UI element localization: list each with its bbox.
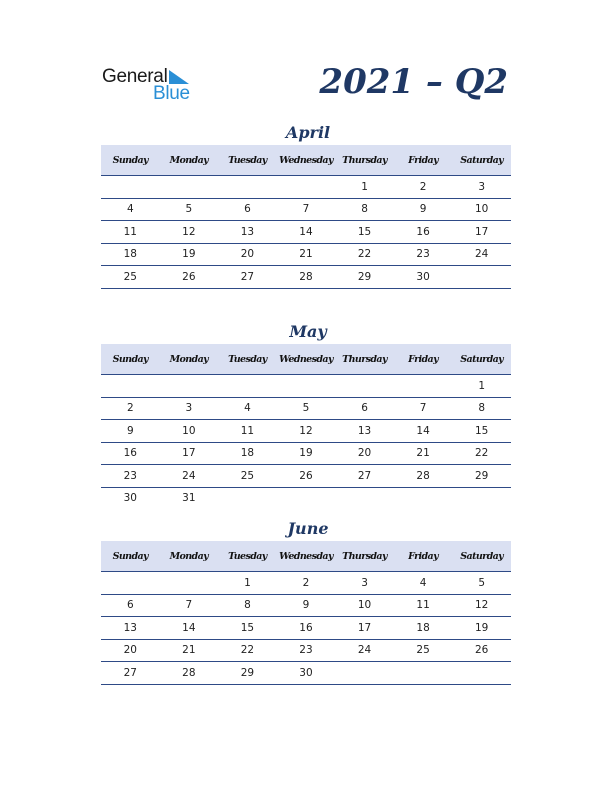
day-cell: 23 bbox=[277, 639, 336, 662]
week-row bbox=[101, 266, 511, 289]
day-cell: 27 bbox=[101, 662, 160, 685]
day-cell: 28 bbox=[160, 662, 219, 685]
week-row bbox=[101, 221, 511, 244]
month-april bbox=[101, 121, 511, 289]
weekday-header: Friday bbox=[394, 145, 453, 176]
day-cell: 15 bbox=[452, 420, 511, 443]
day-cell: 6 bbox=[335, 397, 394, 420]
page-title: 2021 – Q2 bbox=[319, 62, 508, 102]
day-cell: 26 bbox=[277, 465, 336, 488]
day-cell: 25 bbox=[394, 639, 453, 662]
day-cell: 6 bbox=[101, 594, 160, 617]
month-may bbox=[101, 320, 511, 509]
day-cell bbox=[218, 487, 277, 509]
day-cell: 22 bbox=[335, 243, 394, 266]
week-row bbox=[101, 397, 511, 420]
day-cell: 30 bbox=[277, 662, 336, 685]
day-cell: 28 bbox=[394, 465, 453, 488]
day-cell: 26 bbox=[160, 266, 219, 289]
month-june bbox=[101, 517, 511, 685]
day-cell: 24 bbox=[452, 243, 511, 266]
weekday-header: Sunday bbox=[101, 344, 160, 375]
weekday-header: Tuesday bbox=[218, 145, 277, 176]
day-cell: 1 bbox=[335, 176, 394, 199]
day-cell: 9 bbox=[277, 594, 336, 617]
day-cell bbox=[277, 487, 336, 509]
weekday-header: Tuesday bbox=[218, 541, 277, 572]
day-cell: 5 bbox=[277, 397, 336, 420]
weekday-header: Monday bbox=[160, 344, 219, 375]
day-cell: 30 bbox=[123, 492, 137, 505]
day-cell: 3 bbox=[452, 176, 511, 199]
logo-text-general: General bbox=[102, 66, 168, 87]
day-cell: 3 bbox=[160, 397, 219, 420]
day-cell: 21 bbox=[394, 442, 453, 465]
day-cell: 25 bbox=[101, 266, 160, 289]
day-cell: 21 bbox=[160, 639, 219, 662]
day-cell: 8 bbox=[218, 594, 277, 617]
day-cell bbox=[218, 176, 277, 199]
day-cell: 1 bbox=[218, 572, 277, 595]
month-name: May bbox=[289, 322, 327, 341]
day-cell: 22 bbox=[452, 442, 511, 465]
weekday-header: Wednesday bbox=[277, 145, 336, 176]
day-cell bbox=[394, 375, 453, 398]
day-cell: 12 bbox=[277, 420, 336, 443]
generalblue-logo bbox=[102, 66, 202, 106]
week-row bbox=[101, 465, 511, 488]
week-row bbox=[101, 662, 511, 685]
day-cell bbox=[452, 487, 511, 509]
day-cell: 18 bbox=[394, 617, 453, 640]
week-row bbox=[101, 639, 511, 662]
day-cell bbox=[101, 572, 160, 595]
day-cell: 2 bbox=[394, 176, 453, 199]
day-cell: 2 bbox=[277, 572, 336, 595]
day-cell: 16 bbox=[277, 617, 336, 640]
day-cell: 7 bbox=[394, 397, 453, 420]
day-cell: 11 bbox=[394, 594, 453, 617]
day-cell: 13 bbox=[218, 221, 277, 244]
calendar-body bbox=[101, 572, 511, 685]
week-row bbox=[101, 243, 511, 266]
day-cell: 17 bbox=[160, 442, 219, 465]
day-cell bbox=[101, 375, 160, 398]
day-cell bbox=[160, 572, 219, 595]
weekday-header: Thursday bbox=[335, 344, 394, 375]
day-cell: 29 bbox=[335, 266, 394, 289]
month-name: June bbox=[287, 519, 329, 538]
day-cell: 1 bbox=[452, 375, 511, 398]
day-cell: 12 bbox=[452, 594, 511, 617]
day-cell: 27 bbox=[335, 465, 394, 488]
day-cell bbox=[394, 662, 453, 685]
day-cell: 15 bbox=[335, 221, 394, 244]
day-cell bbox=[218, 375, 277, 398]
weekday-header: Monday bbox=[160, 541, 219, 572]
day-cell: 17 bbox=[452, 221, 511, 244]
day-cell: 10 bbox=[160, 420, 219, 443]
day-cell: 10 bbox=[452, 198, 511, 221]
day-cell: 13 bbox=[335, 420, 394, 443]
day-cell: 19 bbox=[160, 243, 219, 266]
day-cell: 27 bbox=[218, 266, 277, 289]
weekday-header-row bbox=[101, 541, 511, 572]
day-cell: 29 bbox=[218, 662, 277, 685]
weekday-header: Wednesday bbox=[277, 344, 336, 375]
day-cell: 13 bbox=[101, 617, 160, 640]
day-cell: 11 bbox=[218, 420, 277, 443]
day-cell: 7 bbox=[277, 198, 336, 221]
day-cell: 28 bbox=[277, 266, 336, 289]
weekday-header: Thursday bbox=[335, 541, 394, 572]
day-cell: 19 bbox=[452, 617, 511, 640]
day-cell: 23 bbox=[101, 465, 160, 488]
day-cell bbox=[277, 375, 336, 398]
day-cell: 18 bbox=[218, 442, 277, 465]
day-cell: 9 bbox=[394, 198, 453, 221]
day-cell bbox=[101, 176, 160, 199]
day-cell bbox=[277, 176, 336, 199]
day-cell: 31 bbox=[182, 492, 196, 505]
weekday-header: Thursday bbox=[335, 145, 394, 176]
day-cell: 5 bbox=[160, 198, 219, 221]
day-cell bbox=[160, 176, 219, 199]
day-cell: 11 bbox=[101, 221, 160, 244]
day-cell: 14 bbox=[277, 221, 336, 244]
weekday-header: Saturday bbox=[452, 541, 511, 572]
day-cell: 6 bbox=[218, 198, 277, 221]
week-row bbox=[101, 198, 511, 221]
day-cell: 30 bbox=[394, 266, 453, 289]
day-cell: 14 bbox=[160, 617, 219, 640]
day-cell bbox=[335, 375, 394, 398]
day-cell: 2 bbox=[101, 397, 160, 420]
day-cell bbox=[335, 487, 394, 509]
weekday-header: Friday bbox=[394, 541, 453, 572]
day-cell: 24 bbox=[335, 639, 394, 662]
day-cell: 10 bbox=[335, 594, 394, 617]
day-cell: 21 bbox=[277, 243, 336, 266]
day-cell: 3 bbox=[335, 572, 394, 595]
day-cell bbox=[394, 487, 453, 509]
day-cell: 25 bbox=[218, 465, 277, 488]
weekday-header: Tuesday bbox=[218, 344, 277, 375]
week-row bbox=[101, 617, 511, 640]
day-cell: 23 bbox=[394, 243, 453, 266]
day-cell: 4 bbox=[101, 198, 160, 221]
calendar-body bbox=[101, 375, 511, 510]
weekday-header: Saturday bbox=[452, 145, 511, 176]
day-cell: 29 bbox=[452, 465, 511, 488]
week-row bbox=[101, 487, 511, 509]
logo-text-blue: Blue bbox=[153, 83, 190, 104]
week-row bbox=[101, 442, 511, 465]
day-cell: 20 bbox=[335, 442, 394, 465]
calendar-table bbox=[101, 344, 511, 509]
day-cell: 4 bbox=[218, 397, 277, 420]
day-cell: 26 bbox=[452, 639, 511, 662]
weekday-header-row bbox=[101, 344, 511, 375]
day-cell: 24 bbox=[160, 465, 219, 488]
calendar-body bbox=[101, 176, 511, 289]
day-cell bbox=[452, 662, 511, 685]
day-cell: 14 bbox=[394, 420, 453, 443]
day-cell: 12 bbox=[160, 221, 219, 244]
day-cell: 17 bbox=[335, 617, 394, 640]
weekday-header-row bbox=[101, 145, 511, 176]
weekday-header: Wednesday bbox=[277, 541, 336, 572]
day-cell: 8 bbox=[452, 397, 511, 420]
day-cell: 5 bbox=[452, 572, 511, 595]
weekday-header: Sunday bbox=[101, 145, 160, 176]
week-row bbox=[101, 420, 511, 443]
weekday-header: Saturday bbox=[452, 344, 511, 375]
day-cell: 20 bbox=[101, 639, 160, 662]
week-row bbox=[101, 375, 511, 398]
weekday-header: Sunday bbox=[101, 541, 160, 572]
day-cell: 4 bbox=[394, 572, 453, 595]
day-cell: 22 bbox=[218, 639, 277, 662]
day-cell bbox=[335, 662, 394, 685]
day-cell: 16 bbox=[101, 442, 160, 465]
day-cell: 16 bbox=[394, 221, 453, 244]
day-cell: 9 bbox=[101, 420, 160, 443]
weekday-header: Monday bbox=[160, 145, 219, 176]
day-cell: 20 bbox=[218, 243, 277, 266]
day-cell: 19 bbox=[277, 442, 336, 465]
calendar-table bbox=[101, 145, 511, 289]
week-row bbox=[101, 572, 511, 595]
calendar-table bbox=[101, 541, 511, 685]
day-cell: 8 bbox=[335, 198, 394, 221]
day-cell bbox=[452, 266, 511, 289]
day-cell: 7 bbox=[160, 594, 219, 617]
month-name: April bbox=[285, 123, 331, 142]
weekday-header: Friday bbox=[394, 344, 453, 375]
day-cell bbox=[160, 375, 219, 398]
day-cell: 18 bbox=[101, 243, 160, 266]
week-row bbox=[101, 176, 511, 199]
day-cell: 15 bbox=[218, 617, 277, 640]
week-row bbox=[101, 594, 511, 617]
